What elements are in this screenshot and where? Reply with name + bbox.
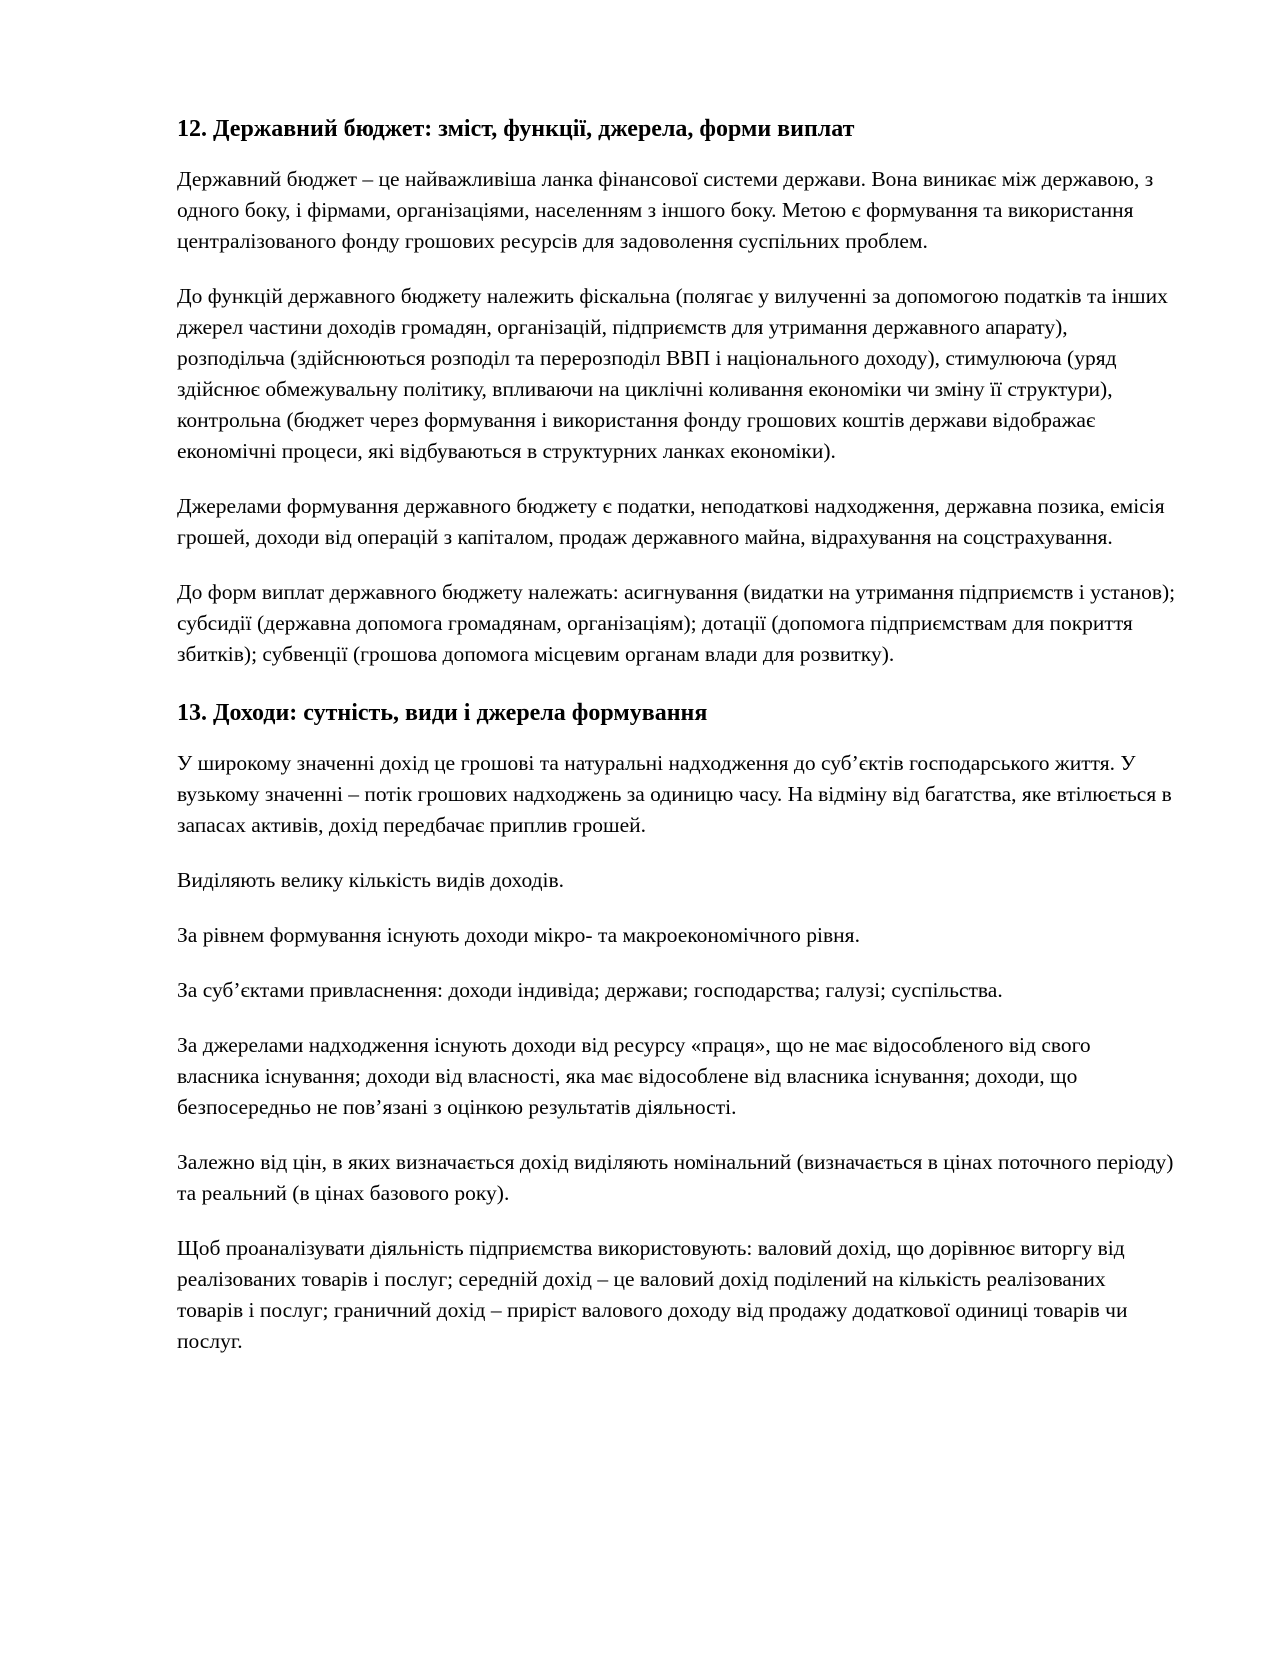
- paragraph: До форм виплат державного бюджету належать: асигнування (видатки на утримання підприємств і установ); субсидії (державна допомога громадянам, організаціям); дотації (допомога підприємствам для покриття збитків); субвенції (грошова допомога місцевим органам влади для розвитку).: [177, 580, 1176, 666]
- paragraph: За суб’єктами привласнення: доходи індивіда; держави; господарства; галузі; суспільства.: [177, 978, 1003, 1002]
- section-heading-incomes: 13. Доходи: сутність, види і джерела формування: [177, 700, 708, 726]
- paragraph: За рівнем формування існують доходи мікро- та макроекономічного рівня.: [177, 923, 860, 947]
- paragraph: Державний бюджет – це найважливіша ланка фінансової системи держави. Вона виникає між державою, з одного боку, і фірмами, організаціями, населенням з іншого боку. Метою є формування та використання централізованого фонду грошових ресурсів для задоволення суспільних проблем.: [177, 167, 1154, 253]
- paragraph: Залежно від цін, в яких визначається дохід виділяють номінальний (визначається в цінах поточного періоду) та реальний (в цінах базового року).: [177, 1150, 1174, 1205]
- section-heading-state-budget: 12. Державний бюджет: зміст, функції, джерела, форми виплат: [177, 116, 855, 142]
- paragraph: До функцій державного бюджету належить фіскальна (полягає у вилученні за допомогою податків та інших джерел частини доходів громадян, організацій, підприємств для утримання державного апарату), розподільча (здійснюються розподіл та перерозподіл ВВП і національного доходу), стимулююча (уряд здійснює обмежувальну політику, впливаючи на циклічні коливання економіки чи зміну її структури), контрольна (бюджет через формування і використання фонду грошових коштів держави відображає економічні процеси, які відбуваються в структурних ланках економіки).: [177, 284, 1168, 463]
- paragraph: У широкому значенні дохід це грошові та натуральні надходження до суб’єктів господарського життя. У вузькому значенні – потік грошових надходжень за одиницю часу. На відміну від багатства, яке втілюється в запасах активів, дохід передбачає приплив грошей.: [177, 751, 1172, 837]
- document-page: [177, 114, 1177, 1381]
- paragraph: Джерелами формування державного бюджету є податки, неподаткові надходження, державна позика, емісія грошей, доходи від операцій з капіталом, продаж державного майна, відрахування на соцстрахування.: [177, 494, 1165, 549]
- paragraph: За джерелами надходження існують доходи від ресурсу «праця», що не має відособленого від свого власника існування; доходи від власності, яка має відособлене від власника існування; доходи, що безпосередньо не пов’язані з оцінкою результатів діяльності.: [177, 1033, 1091, 1119]
- paragraph: Виділяють велику кількість видів доходів.: [177, 868, 565, 892]
- paragraph: Щоб проаналізувати діяльність підприємства використовують: валовий дохід, що дорівнює виторгу від реалізованих товарів і послуг; середній дохід – це валовий дохід поділений на кількість реалізованих товарів і послуг; граничний дохід – приріст валового доходу від продажу додаткової одиниці товарів чи послуг.: [177, 1236, 1128, 1353]
